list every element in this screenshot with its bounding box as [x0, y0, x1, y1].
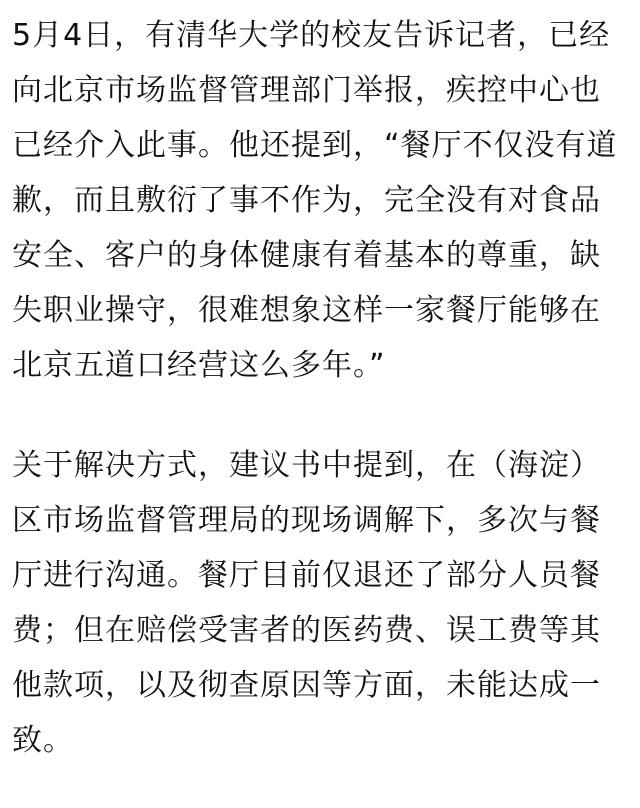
paragraph-1	[12, 8, 632, 393]
text-line: 他款项，以及彻查原因等方面，未能达成一	[12, 668, 601, 703]
text-line: 安全、客户的身体健康有着基本的尊重，缺	[12, 238, 601, 273]
text-line: 致。	[12, 723, 74, 758]
text-line: 歉，而且敷衍了事不作为，完全没有对食品	[12, 183, 601, 218]
text-line: 北京五道口经营这么多年。”	[12, 348, 386, 383]
text-line: 失职业操守，很难想象这样一家餐厅能够在	[12, 293, 601, 328]
text-line: 向北京市场监督管理部门举报，疾控中心也	[12, 73, 601, 108]
text-line: 厅进行沟通。餐厅目前仅退还了部分人员餐	[12, 558, 601, 593]
paragraph-spacer	[12, 393, 632, 438]
paragraph-2	[12, 438, 632, 768]
text-line: 5月4日，有清华大学的校友告诉记者，已经	[12, 18, 611, 53]
text-line: 费；但在赔偿受害者的医药费、误工费等其	[12, 613, 601, 648]
text-line: 已经介入此事。他还提到，“餐厅不仅没有道	[12, 128, 618, 163]
text-line: 区市场监督管理局的现场调解下，多次与餐	[12, 503, 601, 538]
article-body	[12, 8, 632, 768]
text-line: 关于解决方式，建议书中提到，在（海淀）	[12, 448, 601, 483]
